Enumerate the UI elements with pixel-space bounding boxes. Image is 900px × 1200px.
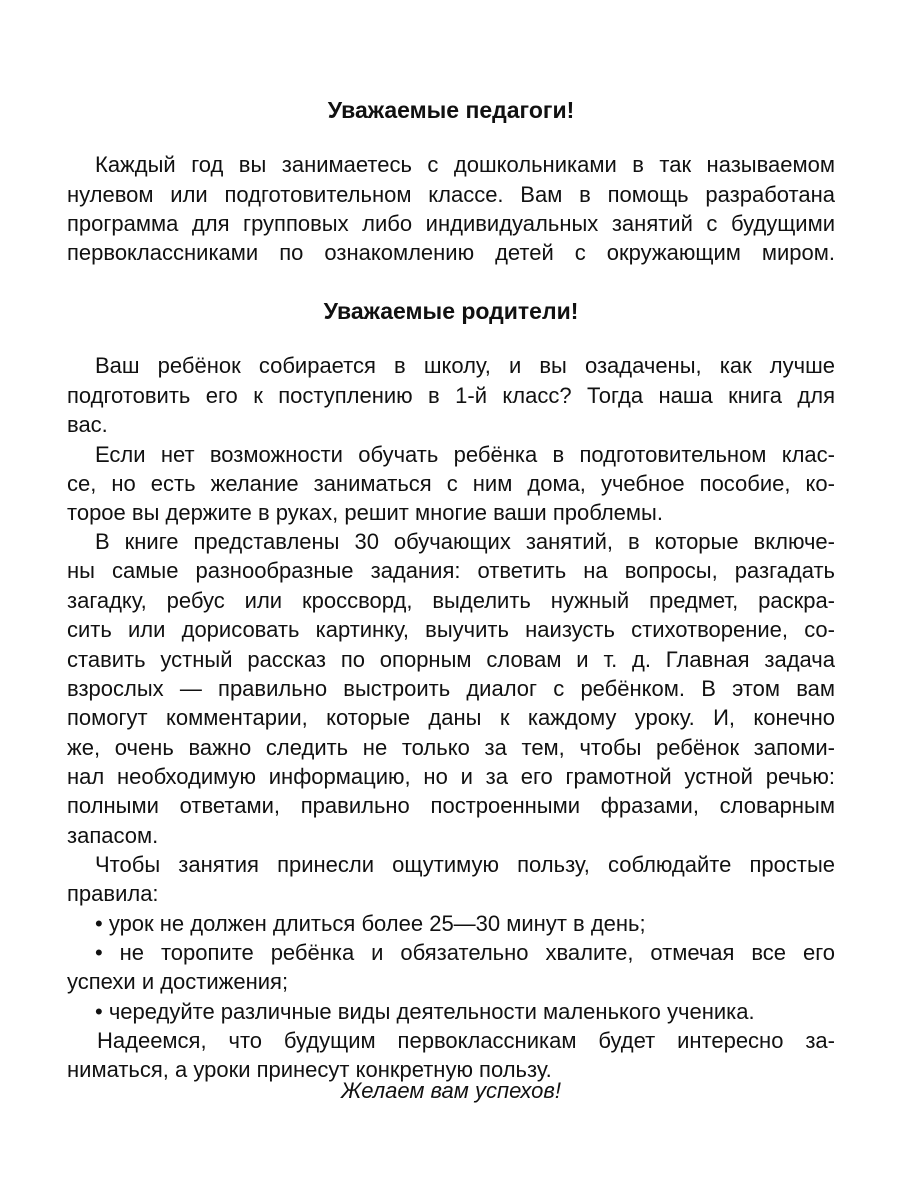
parents-p5-line: ниматься, а уроки принесут конкретную пользу. xyxy=(67,1057,552,1082)
parents-p4-line: Чтобы занятия принесли ощутимую пользу, соблюдайте простые xyxy=(95,852,835,877)
rules-bullet-item: • не торопите ребёнка и обязательно хвалите, отмечая все его xyxy=(95,940,835,965)
parents-p3-line: же, очень важно следить не только за тем, чтобы ребёнок запоми- xyxy=(67,735,835,760)
teachers-heading: Уважаемые педагоги! xyxy=(327,97,575,123)
rules-bullet-item: успехи и достижения; xyxy=(67,969,289,994)
teachers-line: Каждый год вы занимаетесь с дошкольниками в так называемом xyxy=(95,152,835,177)
teachers-line: программа для групповых либо индивидуальных занятий с будущими xyxy=(67,211,835,236)
parents-p1-line: Ваш ребёнок собирается в школу, и вы озадачены, как лучше xyxy=(95,353,835,378)
parents-p3-line: полными ответами, правильно построенными фразами, словарным xyxy=(67,793,835,818)
rules-bullet-item: • урок не должен длиться более 25—30 минут в день; xyxy=(95,911,646,936)
parents-p5-line: Надеемся, что будущим первоклассникам будет интересно за- xyxy=(97,1028,835,1053)
parents-p4-line: правила: xyxy=(67,881,159,906)
parents-p1-line: подготовить его к поступлению в 1-й класс? Тогда наша книга для xyxy=(67,383,835,408)
teachers-line: первоклассниками по ознакомлению детей с окружающим миром. xyxy=(67,240,835,265)
parents-p3-line: взрослых — правильно выстроить диалог с ребёнком. В этом вам xyxy=(67,676,835,701)
parents-p2-line: се, но есть желание заниматься с ним дома, учебное пособие, ко- xyxy=(67,471,835,496)
book-page xyxy=(67,0,835,1200)
teachers-line: нулевом или подготовительном классе. Вам в помощь разработана xyxy=(67,182,835,207)
parents-p1-line: вас. xyxy=(67,412,108,437)
parents-p2-line: торое вы держите в руках, решит многие ваши проблемы. xyxy=(67,500,663,525)
rules-bullet-item: • чередуйте различные виды деятельности маленького ученика. xyxy=(95,999,755,1024)
closing-wish: Желаем вам успехов! xyxy=(341,1078,561,1103)
parents-heading: Уважаемые родители! xyxy=(323,298,579,324)
parents-p3-line: ны самые разнообразные задания: ответить на вопросы, разгадать xyxy=(67,558,835,583)
parents-p3-line: помогут комментарии, которые даны к каждому уроку. И, конечно xyxy=(67,705,835,730)
parents-p2-line: Если нет возможности обучать ребёнка в подготовительном клас- xyxy=(95,442,835,467)
parents-p3-line: нал необходимую информацию, но и за его грамотной устной речью: xyxy=(67,764,835,789)
parents-p3-line: загадку, ребус или кроссворд, выделить нужный предмет, раскра- xyxy=(67,588,835,613)
parents-p3-line: сить или дорисовать картинку, выучить наизусть стихотворение, со- xyxy=(67,617,835,642)
parents-p3-line: ставить устный рассказ по опорным словам и т. д. Главная задача xyxy=(67,647,835,672)
parents-p3-line: запасом. xyxy=(67,823,159,848)
parents-p3-line: В книге представлены 30 обучающих занятий, в которые включе- xyxy=(95,529,835,554)
